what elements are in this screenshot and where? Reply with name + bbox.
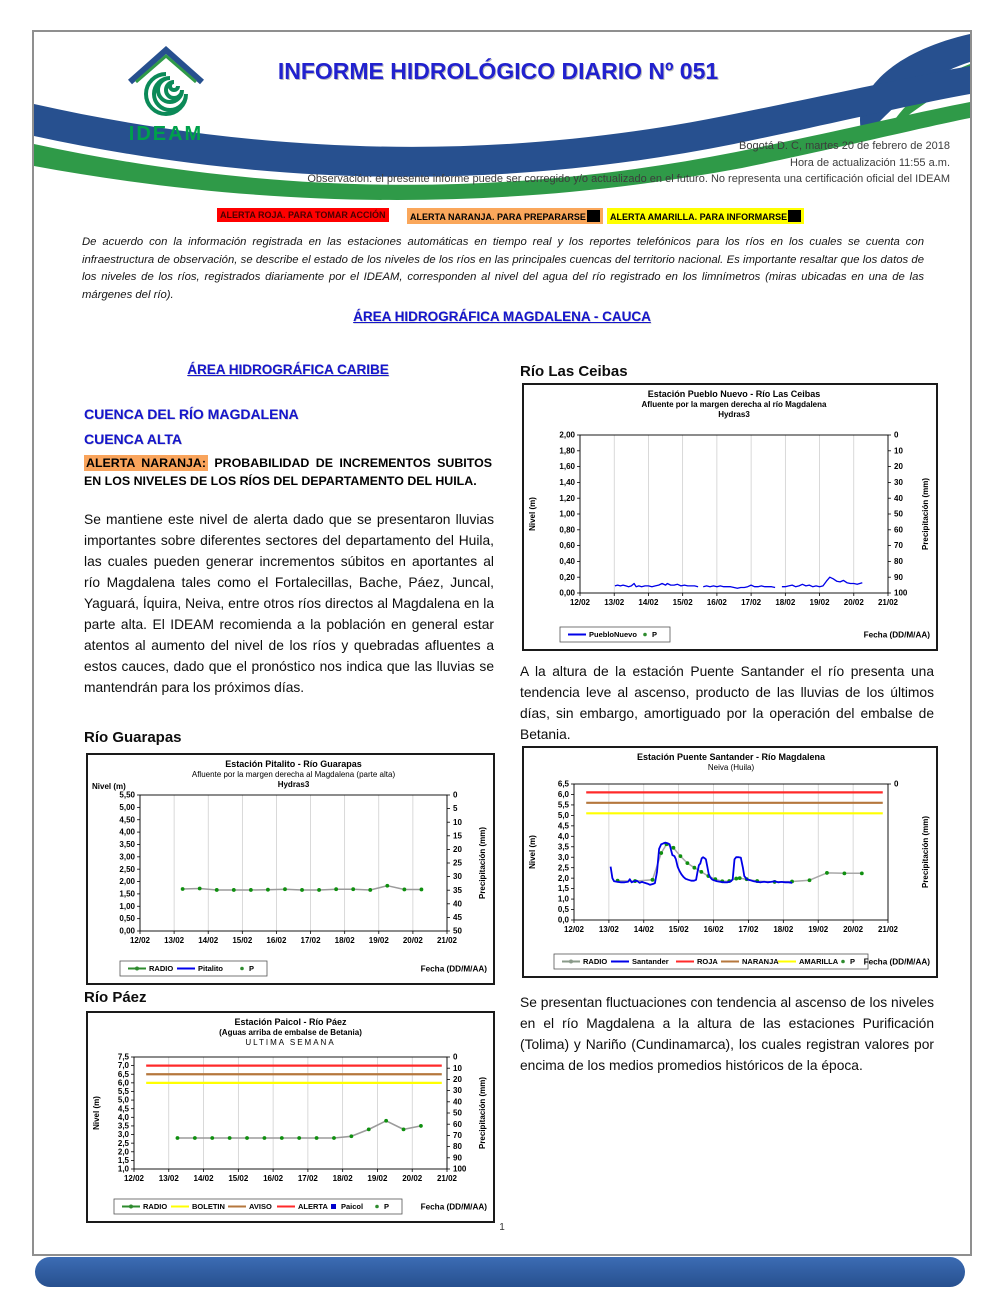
section-title-magdalena-cauca: ÁREA HIDROGRÁFICA MAGDALENA - CAUCA [353,309,651,324]
svg-text:Estación Pitalito - Río Guarap: Estación Pitalito - Río Guarapas [225,759,362,769]
svg-text:Estación Pueblo Nuevo - Río La: Estación Pueblo Nuevo - Río Las Ceibas [647,389,821,399]
svg-text:(Aguas arriba de embalse de Be: (Aguas arriba de embalse de Betania) [219,1028,362,1037]
svg-text:6,5: 6,5 [117,1069,129,1079]
svg-text:0,50: 0,50 [119,914,135,924]
svg-text:7,0: 7,0 [117,1061,129,1071]
svg-text:0: 0 [894,779,899,789]
svg-text:1,00: 1,00 [559,509,575,519]
svg-text:14/02: 14/02 [198,936,219,945]
svg-text:0,00: 0,00 [559,588,575,598]
svg-text:20/02: 20/02 [402,1174,423,1183]
svg-text:21/02: 21/02 [436,936,458,945]
svg-text:Fecha (DD/M/AA): Fecha (DD/M/AA) [863,957,930,967]
svg-text:1,40: 1,40 [559,478,575,487]
svg-text:Nivel (m): Nivel (m) [528,497,537,531]
svg-text:PuebloNuevo: PuebloNuevo [589,630,637,640]
observation-note: Observación: el presente informe puede ser corregido y/o actualizado en el futuro. No representa una certificación oficial del IDEAM [307,173,950,185]
alert-naranja-badge [407,208,603,224]
svg-text:45: 45 [453,913,462,922]
svg-text:P: P [652,630,658,640]
svg-text:20: 20 [453,1075,462,1084]
svg-text:0,0: 0,0 [557,915,569,925]
svg-text:Paicol: Paicol [341,1202,364,1212]
svg-text:70: 70 [453,1131,462,1140]
svg-text:Nivel (m): Nivel (m) [92,782,126,791]
svg-text:30: 30 [453,1086,462,1096]
svg-text:6,0: 6,0 [557,790,569,800]
svg-text:ROJA: ROJA [697,957,718,967]
svg-text:P: P [249,964,255,974]
svg-text:1,0: 1,0 [117,1164,129,1174]
santander-paragraph: A la altura de la estación Puente Santander el río presenta una tendencia leve al ascenso, producto de las lluvias de los últimos días, sin embargo, amortiguado por la operación del embalse de Betania. [520,664,934,742]
svg-text:RADIO: RADIO [149,964,174,974]
svg-text:100: 100 [453,1164,467,1174]
guarapas-chart [86,753,495,985]
svg-text:17/02: 17/02 [297,1174,318,1183]
svg-text:30: 30 [453,872,462,882]
svg-text:1,60: 1,60 [559,462,575,472]
svg-text:13/02: 13/02 [164,936,185,945]
huila-body-paragraph: Se mantiene este nivel de alerta dado que se presentaron lluvias importantes sobre diferentes sectores del departamento del Huila, las cuales pueden generar incrementos súbitos en aportantes al río Magdalena tales como el Fortalecillas, Bache, Páez, Juncal, Yaguará, Íquira, Neiva, entre otros ríos directos al Magdalena en la parte alta. El IDEAM recomienda a la población en general estar atentos al aumento del nivel de los ríos y quebradas afluentes a estos cauces, dado que el pronóstico nos indica que las lluvias se mantendrán para los próximos días. [84,512,494,695]
svg-text:3,50: 3,50 [119,840,135,850]
location-date: Bogotá D. C, martes 20 de febrero de 2018 [739,140,950,152]
svg-text:ULTIMA SEMANA: ULTIMA SEMANA [245,1038,336,1047]
svg-text:20: 20 [894,462,903,472]
svg-text:20/02: 20/02 [843,598,864,607]
svg-text:6,0: 6,0 [117,1078,129,1088]
alert-amarilla-label: ALERTA AMARILLA. PARA INFORMARSE [610,212,788,222]
svg-text:10: 10 [453,1063,462,1073]
svg-text:12/02: 12/02 [569,598,591,607]
svg-text:40: 40 [894,493,903,503]
svg-text:90: 90 [894,572,903,582]
svg-text:Fecha (DD/M/AA): Fecha (DD/M/AA) [420,964,487,974]
svg-text:3,00: 3,00 [119,852,135,862]
svg-text:P: P [384,1202,390,1212]
svg-text:20: 20 [453,845,462,854]
svg-text:19/02: 19/02 [809,598,830,607]
svg-text:0: 0 [453,1052,458,1062]
redaction-box [587,210,600,222]
svg-text:1,5: 1,5 [117,1155,129,1165]
svg-text:3,0: 3,0 [117,1130,129,1140]
svg-text:80: 80 [453,1142,462,1152]
svg-text:21/02: 21/02 [877,598,899,607]
svg-text:4,0: 4,0 [117,1112,129,1122]
svg-text:5,0: 5,0 [117,1095,129,1105]
cuenca-alta-heading: CUENCA ALTA [84,431,182,447]
svg-text:0: 0 [453,790,458,800]
svg-text:Neiva (Huila): Neiva (Huila) [707,763,755,772]
svg-text:4,5: 4,5 [557,821,569,831]
svg-text:12/02: 12/02 [129,936,151,945]
svg-text:21/02: 21/02 [436,1174,458,1183]
svg-text:16/02: 16/02 [703,925,724,934]
svg-text:1,5: 1,5 [557,884,569,894]
svg-text:Estación Paicol - Río Páez: Estación Paicol - Río Páez [234,1017,347,1027]
svg-text:0,60: 0,60 [559,541,575,551]
svg-text:13/02: 13/02 [158,1174,179,1183]
svg-text:RADIO: RADIO [583,957,608,967]
svg-text:Fecha (DD/M/AA): Fecha (DD/M/AA) [863,630,930,640]
svg-text:Estación Puente Santander - Rí: Estación Puente Santander - Río Magdalena [636,752,826,762]
svg-text:19/02: 19/02 [808,925,829,934]
svg-text:3,5: 3,5 [557,842,569,852]
svg-text:P: P [850,957,856,967]
svg-text:4,50: 4,50 [119,815,135,825]
svg-text:15/02: 15/02 [228,1174,249,1183]
svg-text:60: 60 [453,1119,462,1129]
svg-text:16/02: 16/02 [263,1174,284,1183]
svg-text:5,50: 5,50 [119,790,135,800]
svg-text:2,0: 2,0 [557,873,569,883]
svg-text:17/02: 17/02 [300,936,321,945]
svg-text:5: 5 [453,804,458,814]
redaction-box [788,210,801,222]
svg-text:19/02: 19/02 [367,1174,388,1183]
svg-text:AMARILLA: AMARILLA [799,957,839,967]
svg-text:50: 50 [453,926,462,936]
svg-text:0,00: 0,00 [119,926,135,936]
ceibas-heading: Río Las Ceibas [520,363,628,380]
svg-text:5,5: 5,5 [117,1087,129,1097]
meta-block [250,138,950,188]
alerta-naranja-highlight: ALERTA NARANJA: [86,456,206,470]
svg-text:16/02: 16/02 [706,598,727,607]
svg-text:40: 40 [453,899,462,909]
svg-text:40: 40 [453,1097,462,1107]
svg-text:Precipitación (mm): Precipitación (mm) [921,815,930,889]
svg-text:2,0: 2,0 [117,1147,129,1157]
svg-text:25: 25 [453,858,462,868]
paez-heading: Río Páez [84,989,147,1006]
svg-text:18/02: 18/02 [332,1174,353,1183]
svg-text:Precipitación (mm): Precipitación (mm) [478,826,487,900]
svg-text:Santander: Santander [632,957,669,967]
svg-text:0,20: 0,20 [559,572,575,582]
svg-text:14/02: 14/02 [193,1174,214,1183]
svg-text:16/02: 16/02 [266,936,287,945]
svg-text:90: 90 [453,1153,462,1163]
svg-text:14/02: 14/02 [638,598,659,607]
footer-bar [35,1257,965,1287]
svg-text:7,5: 7,5 [117,1052,129,1062]
svg-text:0,80: 0,80 [559,525,575,535]
svg-text:3,5: 3,5 [117,1121,129,1131]
svg-text:18/02: 18/02 [334,936,355,945]
ideam-logo [106,42,226,150]
svg-text:14/02: 14/02 [633,925,654,934]
ceibas-chart [522,383,938,651]
intro-paragraph: De acuerdo con la información registrada en las estaciones automáticas en tiempo real y los reportes telefónicos para los ríos en los cuales se cuenta con infraestructura de observación, se describe el estado de los niveles de los ríos en las principales cuencas del territorio nacional. Es importante resaltar que los datos de los niveles de los ríos, registrados diariamente por el IDEAM, corresponden al nivel del agua del río registrado en los limnímetros (miras ubicadas en una de las márgenes del río). [82,236,924,301]
section-title-caribe: ÁREA HIDROGRÁFICA CARIBE [187,362,389,377]
svg-text:IDEAM: IDEAM [128,123,204,145]
svg-text:4,0: 4,0 [557,831,569,841]
svg-text:15/02: 15/02 [668,925,689,934]
svg-text:5,5: 5,5 [557,800,569,810]
spiral-icon [146,74,186,114]
svg-text:21/02: 21/02 [877,925,899,934]
svg-text:0: 0 [894,430,899,440]
svg-text:2,00: 2,00 [559,430,575,440]
svg-text:60: 60 [894,525,903,535]
alert-roja-label: ALERTA ROJA. PARA TOMAR ACCIÓN [220,210,386,220]
svg-text:15/02: 15/02 [672,598,693,607]
update-time: Hora de actualización 11:55 a.m. [790,156,950,169]
svg-text:10: 10 [453,817,462,827]
svg-text:1,20: 1,20 [559,493,575,503]
svg-text:RADIO: RADIO [143,1202,168,1212]
svg-text:20/02: 20/02 [402,936,423,945]
alert-naranja-label: ALERTA NARANJA. PARA PREPARARSE [410,212,586,222]
svg-text:15/02: 15/02 [232,936,253,945]
alerta-naranja-paragraph [84,455,492,491]
svg-text:35: 35 [453,885,462,895]
svg-text:13/02: 13/02 [604,598,625,607]
svg-text:Fecha (DD/M/AA): Fecha (DD/M/AA) [420,1202,487,1212]
svg-text:2,00: 2,00 [119,877,135,887]
fluctuations-paragraph: Se presentan fluctuaciones con tendencia al ascenso de los niveles en el río Magdalena a la altura de las estaciones Purificación (Tolima) y Nariño (Cundinamarca), los cuales registran valores por encima de los medios promedios históricos de la época. [520,995,934,1073]
svg-text:1,00: 1,00 [119,901,135,911]
report-title: INFORME HIDROLÓGICO DIARIO Nº 051 [277,58,719,84]
svg-text:6,5: 6,5 [557,779,569,789]
svg-text:1,50: 1,50 [119,889,135,899]
svg-text:5,00: 5,00 [119,802,135,812]
svg-text:12/02: 12/02 [563,925,585,934]
svg-text:50: 50 [894,509,903,519]
svg-text:18/02: 18/02 [773,925,794,934]
svg-text:50: 50 [453,1108,462,1118]
svg-text:30: 30 [894,478,903,487]
svg-text:Afluente por la margen derecha: Afluente por la margen derecha al Magdalena (parte alta) [191,770,396,779]
svg-text:1,0: 1,0 [557,894,569,904]
svg-text:Precipitación (mm): Precipitación (mm) [921,477,930,551]
svg-text:Hydras3: Hydras3 [277,780,310,789]
page-number: 1 [499,1222,505,1233]
svg-text:ALERTA: ALERTA [298,1202,328,1212]
svg-text:4,00: 4,00 [119,827,135,837]
svg-text:18/02: 18/02 [775,598,796,607]
guarapas-heading: Río Guarapas [84,729,182,746]
svg-text:10: 10 [894,446,903,456]
svg-text:BOLETIN: BOLETIN [192,1202,225,1212]
svg-text:100: 100 [894,588,908,598]
svg-text:12/02: 12/02 [123,1174,145,1183]
svg-text:2,5: 2,5 [557,863,569,873]
svg-text:1,80: 1,80 [559,446,575,456]
svg-text:Hydras3: Hydras3 [718,410,750,419]
report-sheet [32,30,972,1256]
alert-amarilla-badge [607,208,804,224]
svg-text:Afluente por la margen derecha: Afluente por la margen derecha al río Magdalena [641,400,827,409]
svg-text:70: 70 [894,541,903,551]
svg-text:4,5: 4,5 [117,1104,129,1114]
svg-text:Nivel (m): Nivel (m) [528,835,537,869]
svg-text:5,0: 5,0 [557,810,569,820]
svg-text:NARANJA: NARANJA [742,957,779,967]
svg-text:15: 15 [453,831,462,841]
svg-text:Nivel (m): Nivel (m) [92,1096,101,1130]
cuenca-magdalena-heading: CUENCA DEL RÍO MAGDALENA [84,406,299,422]
svg-text:Precipitación (mm): Precipitación (mm) [478,1076,487,1150]
svg-text:20/02: 20/02 [843,925,864,934]
svg-text:2,5: 2,5 [117,1138,129,1148]
svg-text:17/02: 17/02 [738,925,759,934]
svg-text:0,5: 0,5 [557,905,569,915]
alert-roja-badge [217,208,389,222]
svg-text:Pitalito: Pitalito [198,964,224,974]
svg-text:2,50: 2,50 [119,864,135,874]
paez-chart [86,1011,495,1223]
svg-text:0,40: 0,40 [559,557,575,566]
alerta-naranja-text: PROBABILIDAD DE INCREMENTOS SUBITOS EN LOS NIVELES DE LOS RÍOS DEL DEPARTAMENTO DEL HUILA. [84,456,492,488]
svg-text:19/02: 19/02 [368,936,389,945]
svg-text:3,0: 3,0 [557,852,569,862]
svg-text:17/02: 17/02 [741,598,762,607]
santander-chart [522,746,938,978]
svg-text:80: 80 [894,557,903,566]
svg-text:13/02: 13/02 [598,925,619,934]
svg-text:AVISO: AVISO [249,1202,272,1212]
